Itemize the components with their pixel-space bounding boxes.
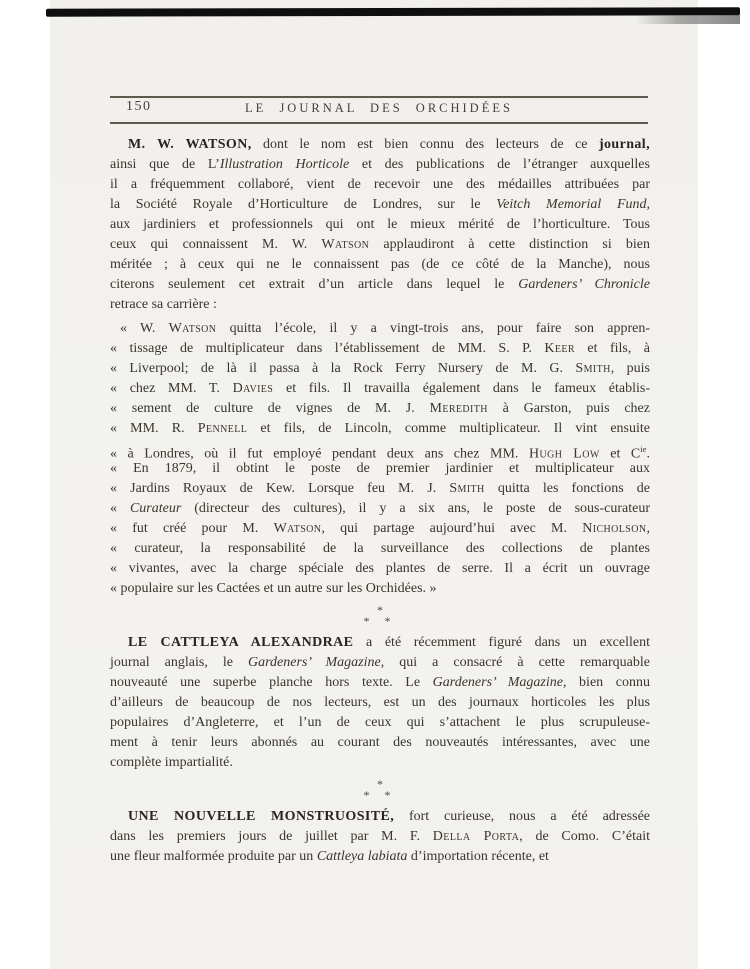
text-line: retrace sa carrière : [110, 297, 217, 312]
text-segment-b: journal, [598, 137, 650, 152]
asterism-separator [110, 773, 650, 807]
text-line: la Société Royale d’Horticulture de Londres, sur le Veitch Memorial Fund, [110, 197, 650, 212]
asterism-bottom: * * [363, 614, 397, 628]
text-line: ment à tenir leurs abonnés au courant des nouveautés intéressantes, avec une [110, 735, 650, 750]
text-segment-sc: Pennell [197, 421, 248, 436]
asterism-separator [110, 599, 650, 633]
text-line: « En 1879, il obtint le poste de premier jardinier et multiplicateur aux [110, 461, 650, 476]
text-segment-i: Gardeners’ Magazine, [247, 655, 385, 670]
text-segment-sc: Smith [575, 361, 611, 376]
paragraph-monstruosite [110, 807, 650, 867]
text-line: « Jardins Royaux de Kew. Lorsque feu M. J. Smith quitta les fonctions de [110, 481, 650, 496]
paragraph-cattleya-alexandrae [110, 633, 650, 773]
text-line: journal anglais, le Gardeners’ Magazine, qui a consacré à cette remarquable [110, 655, 650, 670]
text-segment-sup: ie [640, 444, 647, 454]
text-line: ainsi que de L’Illustration Horticole et des publications de l’étranger auxquelles [110, 157, 650, 172]
text-line: « MM. R. Pennell et fils, de Lincoln, comme multiplicateur. Il vint ensuite [110, 421, 650, 436]
text-segment-sc: Davies [232, 381, 274, 396]
text-segment-sc: Hugh Low [528, 446, 600, 462]
text-segment-b: LE CATTLEYA ALEXANDRAE [128, 635, 354, 650]
text-line: « Liverpool; de là il passa à la Rock Ferry Nursery de M. G. Smith, puis [110, 361, 650, 376]
page-number: 150 [126, 99, 152, 114]
text-line: il a fréquemment collaboré, vient de recevoir une des médailles attribuées par [110, 177, 650, 192]
text-segment-sc: Meredith [429, 401, 488, 416]
text-line: « fut créé pour M. Watson, qui partage aujourd’hui avec M. Nicholson, [110, 521, 650, 536]
text-line: complète impartialité. [110, 755, 233, 770]
header-rule-bottom [110, 122, 648, 124]
text-segment-b: UNE NOUVELLE MONSTRUOSITÉ, [128, 809, 395, 824]
text-line: M. W. WATSON, dont le nom est bien connu des lecteurs de ce journal, [128, 137, 650, 152]
text-segment-i: Curateur [129, 501, 182, 516]
text-line: « Curateur (directeur des cultures), il y a six ans, le poste de sous-curateur [110, 501, 651, 516]
text-line: « sement de culture de vignes de M. J. Meredith à Garston, puis chez [110, 401, 650, 416]
paragraph-watson [110, 135, 650, 315]
text-segment-sc: Watson [168, 321, 217, 336]
quote-block-watson-career [110, 319, 650, 599]
text-segment-i: Cattleya labiata [316, 849, 408, 864]
text-line: d’ailleurs de beaucoup de nos lecteurs, est un des journaux horticoles les plus [110, 695, 650, 710]
text-line: « tissage de multiplicateur dans l’établissement de MM. S. P. Keer et fils, à [110, 341, 650, 356]
asterism-bottom: * * [363, 788, 397, 802]
text-segment-i: Gardeners’ Chronicle [518, 277, 650, 292]
text-segment-sc: Watson [321, 237, 370, 252]
text-line: UNE NOUVELLE MONSTRUOSITÉ, fort curieuse, nous a été adressée [128, 809, 651, 824]
running-title: LE JOURNAL DES ORCHIDÉES [245, 101, 513, 115]
text-line: « populaire sur les Cactées et un autre sur les Orchidées. » [110, 581, 437, 596]
text-line: « W. Watson quitta l’école, il y a vingt-trois ans, pour faire son appren- [120, 321, 650, 336]
text-segment-i: Gardeners’ Magazine [432, 675, 563, 690]
text-line: « curateur, la responsabilité de la surveillance des collections de plantes [110, 541, 650, 556]
header-rule-top [110, 96, 648, 98]
text-column [110, 135, 650, 867]
text-segment-b: M. W. WATSON, [128, 137, 252, 152]
text-segment-i: Illustration Horticole [219, 157, 350, 172]
text-line: dans les premiers jours de juillet par M. F. Della Porta, de Como. C’était [110, 829, 650, 844]
text-line: aux jardiniers et professionnels qui ont le mieux mérité de l’horticulture. Tous [110, 217, 650, 232]
asterism-top: * [377, 603, 383, 617]
text-line: une fleur malformée produite par un Cattleya labiata d’importation récente, et [110, 849, 549, 864]
text-segment-i: Veitch Memorial Fund, [496, 197, 650, 212]
text-line: populaires d’Angleterre, et l’un de ceux qui s’attachent le plus scrupuleuse- [110, 715, 650, 730]
text-line: nouveauté une superbe planche hors texte. Le Gardeners’ Magazine, bien connu [110, 675, 650, 690]
text-line: ceux qui connaissent M. W. Watson applaudiront à cette distinction si bien [110, 237, 650, 252]
text-line: « vivantes, avec la charge spéciale des plantes de serre. Il a écrit un ouvrage [110, 561, 650, 576]
text-segment-sc: Keer [544, 341, 575, 356]
text-segment-sc: Watson [273, 521, 322, 536]
scan-edge-smudge [636, 15, 740, 24]
text-segment-sc: Smith [449, 481, 485, 496]
text-segment-sc: Della Porta [432, 829, 520, 844]
text-line: méritée ; à ceux qui ne le connaissent pas (de ce côté de la Manche), nous [110, 257, 650, 272]
asterism-top: * [377, 777, 383, 791]
text-line: citerons seulement cet extrait d’un article dans lequel le Gardeners’ Chronicle [110, 277, 650, 292]
text-segment-sc: Nicholson [582, 521, 647, 536]
text-line: « à Londres, où il fut employé pendant deux ans chez MM. Hugh Low et $C^{ie}$. [110, 444, 651, 462]
text-line: « chez MM. T. Davies et fils. Il travailla également dans le fameux établis- [110, 381, 650, 396]
text-line: LE CATTLEYA ALEXANDRAE a été récemment figuré dans un excellent [128, 635, 650, 650]
